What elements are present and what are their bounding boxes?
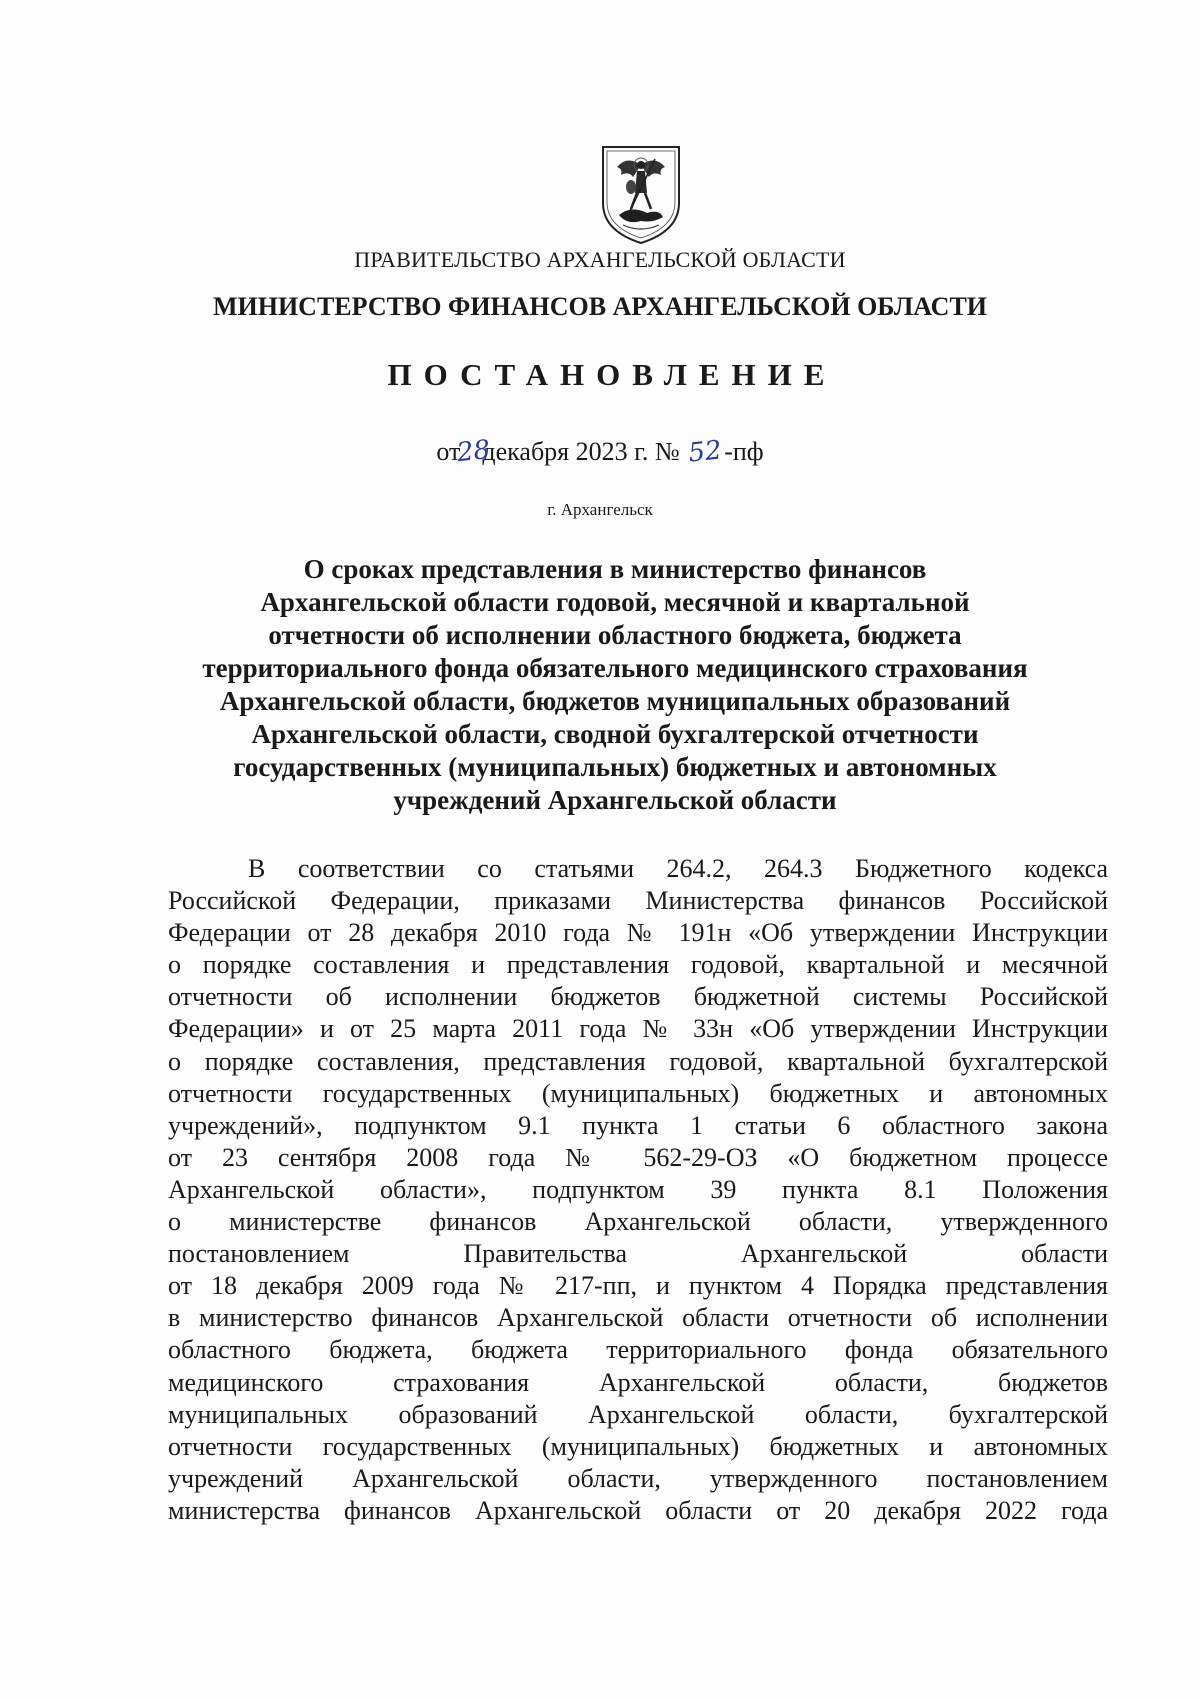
body-line: учреждений», подпунктом 9.1 пункта 1 статьи 6 областного закона (168, 1110, 1108, 1140)
body-line: министерства финансов Архангельской области от 20 декабря 2022 года (168, 1495, 1108, 1525)
body-line: о порядке составления, представления годовой, квартальной бухгалтерской (168, 1046, 1108, 1076)
title-line: отчетности об исполнении областного бюджета, бюджета (268, 620, 962, 650)
title-line: Архангельской области, бюджетов муниципальных образований (219, 686, 1011, 716)
city-line: г. Архангельск (547, 500, 653, 519)
body-line: медицинского страхования Архангельской области, бюджетов (168, 1367, 1108, 1397)
body-line: отчетности об исполнении бюджетов бюджетной системы Российской (168, 982, 1108, 1012)
title-line: государственных (муниципальных) бюджетных и автономных (233, 752, 997, 782)
date-rest: декабря 2023 г. № (482, 437, 680, 466)
body-line: отчетности государственных (муниципальных) бюджетных и автономных (168, 1078, 1108, 1108)
body-line: учреждений Архангельской области, утвержденного постановлением (168, 1463, 1108, 1493)
title-line: территориального фонда обязательного медицинского страхования (202, 653, 1028, 683)
title-line: Архангельской области, сводной бухгалтерской отчетности (251, 719, 979, 749)
body-line: от 18 декабря 2009 года № 217-пп, и пунктом 4 Порядка представления (168, 1271, 1108, 1301)
ministry-heading: МИНИСТЕРСТВО ФИНАНСОВ АРХАНГЕЛЬСКОЙ ОБЛАСТИ (212, 292, 988, 321)
title-line: учреждений Архангельской области (393, 785, 837, 815)
date-prefix: от (436, 437, 461, 466)
body-line: Архангельской области», подпунктом 39 пункта 8.1 Положения (168, 1174, 1108, 1204)
body-line: о порядке составления и представления годовой, квартальной и месячной (168, 950, 1108, 980)
body-line: в министерство финансов Архангельской области отчетности об исполнении (168, 1303, 1108, 1333)
document-title (150, 553, 1080, 817)
body-line: постановлением Правительства Архангельской области (168, 1239, 1108, 1269)
body-line: от 23 сентября 2008 года № 562-29-ОЗ «О бюджетном процессе (168, 1142, 1108, 1172)
document-type-heading: ПОСТАНОВЛЕНИЕ (387, 357, 837, 392)
body-line: муниципальных образований Архангельской области, бухгалтерской (168, 1399, 1108, 1429)
body-line: отчетности государственных (муниципальных) бюджетных и автономных (168, 1431, 1108, 1461)
body-paragraph (168, 853, 1108, 1527)
handwritten-number: 52 (687, 435, 724, 469)
body-line: В соответствии со статьями 264.2, 264.3 Бюджетного кодекса (248, 854, 1108, 883)
body-line: Федерации от 28 декабря 2010 года № 191н «Об утверждении Инструкции (168, 918, 1108, 948)
handwritten-day: 28 (455, 434, 492, 469)
body-line: областного бюджета, бюджета территориального фонда обязательного (168, 1335, 1108, 1365)
government-heading: ПРАВИТЕЛЬСТВО АРХАНГЕЛЬСКОЙ ОБЛАСТИ (354, 247, 846, 272)
coat-of-arms-emblem-icon (597, 143, 685, 247)
body-line: о министерстве финансов Архангельской области, утвержденного (168, 1207, 1108, 1237)
number-suffix: -пф (724, 437, 764, 466)
body-line: Российской Федерации, приказами Министерства финансов Российской (168, 886, 1108, 916)
title-line: Архангельской области годовой, месячной и квартальной (260, 587, 970, 617)
body-line: Федерации» и от 25 марта 2011 года № 33н «Об утверждении Инструкции (168, 1014, 1108, 1044)
document-date-number (0, 434, 1200, 469)
title-line: О сроках представления в министерство финансов (303, 554, 927, 584)
